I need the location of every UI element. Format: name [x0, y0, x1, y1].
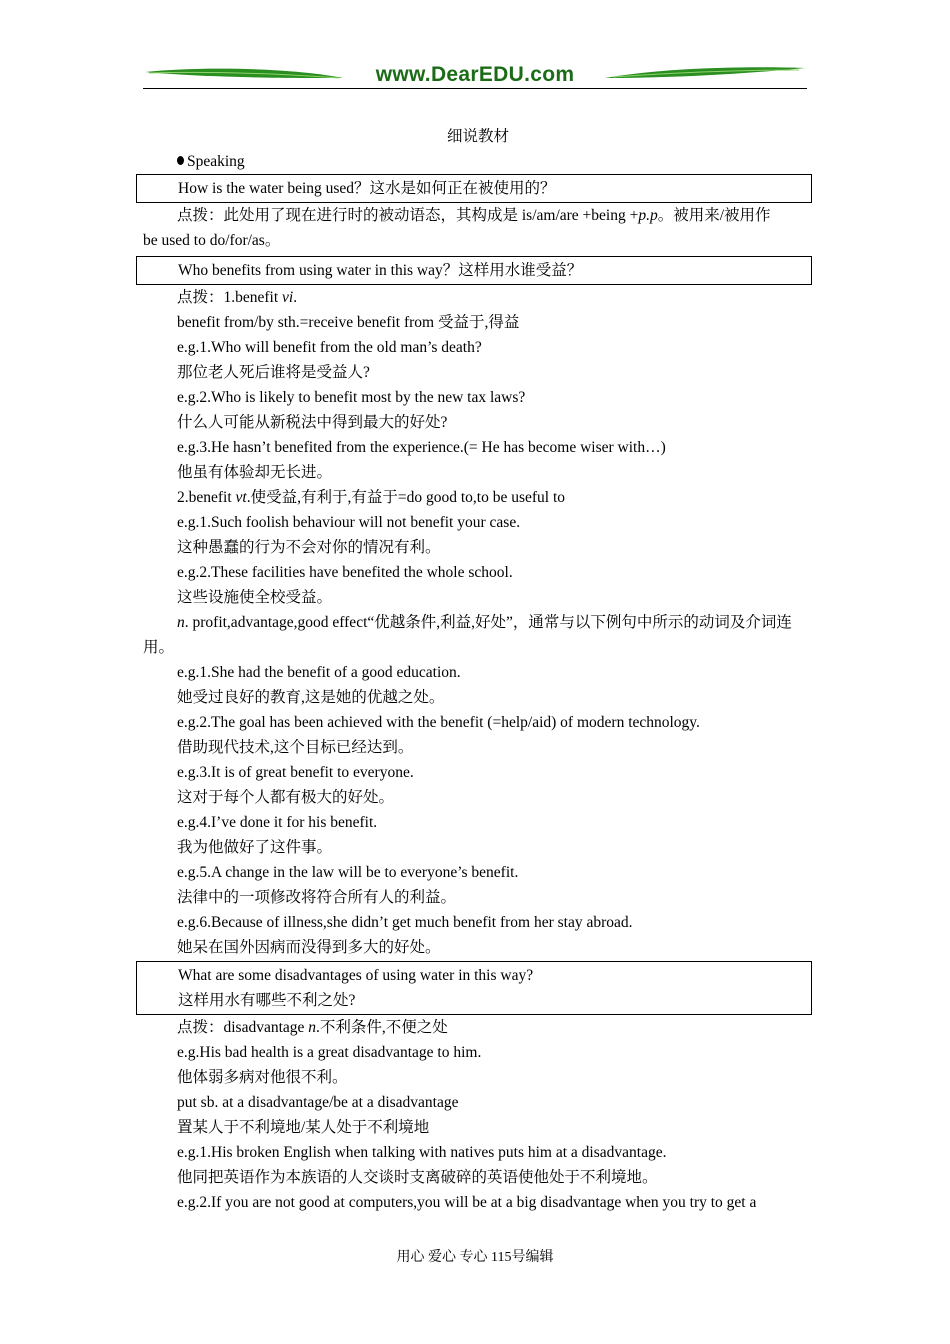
list-item: e.g.2.The goal has been achieved with the benefit (=help/aid) of modern technology. — [177, 714, 700, 731]
note-2-noun: n. profit,advantage,good effect“优越条件,利益,好处”，通常与以下例句中所示的动词及介词连用。 — [143, 614, 792, 656]
list-item: 法律中的一项修改将符合所有人的利益。 — [177, 889, 457, 906]
header-rule — [143, 88, 807, 89]
site-logo-text: www.DearEDU.com — [375, 63, 575, 86]
note-2-vt: 2.benefit vt.使受益,有利于,有益于=do good to,to be useful to — [177, 489, 566, 506]
list-item: 什么人可能从新税法中得到最大的好处? — [177, 414, 448, 431]
list-item: 我为他做好了这件事。 — [177, 839, 333, 856]
list-item: e.g.1.She had the benefit of a good education. — [177, 664, 461, 681]
question-box-2: Who benefits from using water in this way？这样用水谁受益？ — [136, 256, 812, 285]
note-1-continued: be used to do/for/as。 — [143, 232, 281, 249]
list-item: e.g.2.If you are not good at computers,you will be at a big disadvantage when you try to get a — [177, 1194, 757, 1211]
list-item: benefit from/by sth.=receive benefit from 受益于,得益 — [177, 314, 520, 331]
list-item: 这些设施使全校受益。 — [177, 589, 333, 606]
list-item: 借助现代技术,这个目标已经达到。 — [177, 739, 414, 756]
page-title: 细说教材 — [446, 128, 509, 145]
example-list-a — [143, 310, 813, 485]
list-item: e.g.2.These facilities have benefited the whole school. — [177, 564, 513, 581]
list-item: e.g.4.I’ve done it for his benefit. — [177, 814, 378, 831]
list-item: 他体弱多病对他很不利。 — [177, 1069, 348, 1086]
list-item: e.g.2.Who is likely to benefit most by the new tax laws? — [177, 389, 526, 406]
note-3-heading: 点拨：disadvantage n.不利条件,不便之处 — [177, 1019, 448, 1036]
list-item: 她呆在国外因病而没得到多大的好处。 — [177, 939, 441, 956]
example-list-b — [143, 510, 813, 610]
list-item: 这种愚蠢的行为不会对你的情况有利。 — [177, 539, 441, 556]
list-item: e.g.3.He hasn’t benefited from the experience.(= He has become wiser with…) — [177, 439, 666, 456]
list-item: 那位老人死后谁将是受益人? — [177, 364, 370, 381]
list-item: 这对于每个人都有极大的好处。 — [177, 789, 395, 806]
list-item: e.g.1.Such foolish behaviour will not benefit your case. — [177, 514, 521, 531]
document-body — [143, 124, 813, 1215]
example-list-d — [143, 1040, 813, 1215]
list-item: put sb. at a disadvantage/be at a disadvantage — [177, 1094, 459, 1111]
list-item: 她受过良好的教育,这是她的优越之处。 — [177, 689, 445, 706]
list-item: e.g.1.Who will benefit from the old man’s death? — [177, 339, 482, 356]
question-box-3: What are some disadvantages of using water in this way? 这样用水有哪些不利之处? — [136, 961, 812, 1015]
list-item: e.g.6.Because of illness,she didn’t get much benefit from her stay abroad. — [177, 914, 633, 931]
example-list-c — [143, 660, 813, 960]
list-item: 他同把英语作为本族语的人交谈时支离破碎的英语使他处于不利境地。 — [177, 1169, 658, 1186]
bullet-icon — [177, 156, 184, 165]
list-item: e.g.3.It is of great benefit to everyone. — [177, 764, 414, 781]
list-item: 置某人于不利境地/某人处于不利境地 — [177, 1119, 430, 1136]
page-footer: 用心 爱心 专心 115号编辑 — [396, 1250, 554, 1265]
question-box-1: How is the water being used？这水是如何正在被使用的？ — [136, 174, 812, 203]
note-2-heading: 点拨：1.benefit vi. — [177, 289, 298, 306]
list-item: e.g.5.A change in the law will be to everyone’s benefit. — [177, 864, 519, 881]
list-item: 他虽有体验却无长进。 — [177, 464, 333, 481]
note-1: 点拨：此处用了现在进行时的被动语态，其构成是 is/am/are +being +p.p。被用来/被用作 — [177, 207, 771, 224]
section-heading: Speaking — [143, 149, 813, 174]
list-item: e.g.His bad health is a great disadvantage to him. — [177, 1044, 482, 1061]
list-item: e.g.1.His broken English when talking with natives puts him at a disadvantage. — [177, 1144, 667, 1161]
